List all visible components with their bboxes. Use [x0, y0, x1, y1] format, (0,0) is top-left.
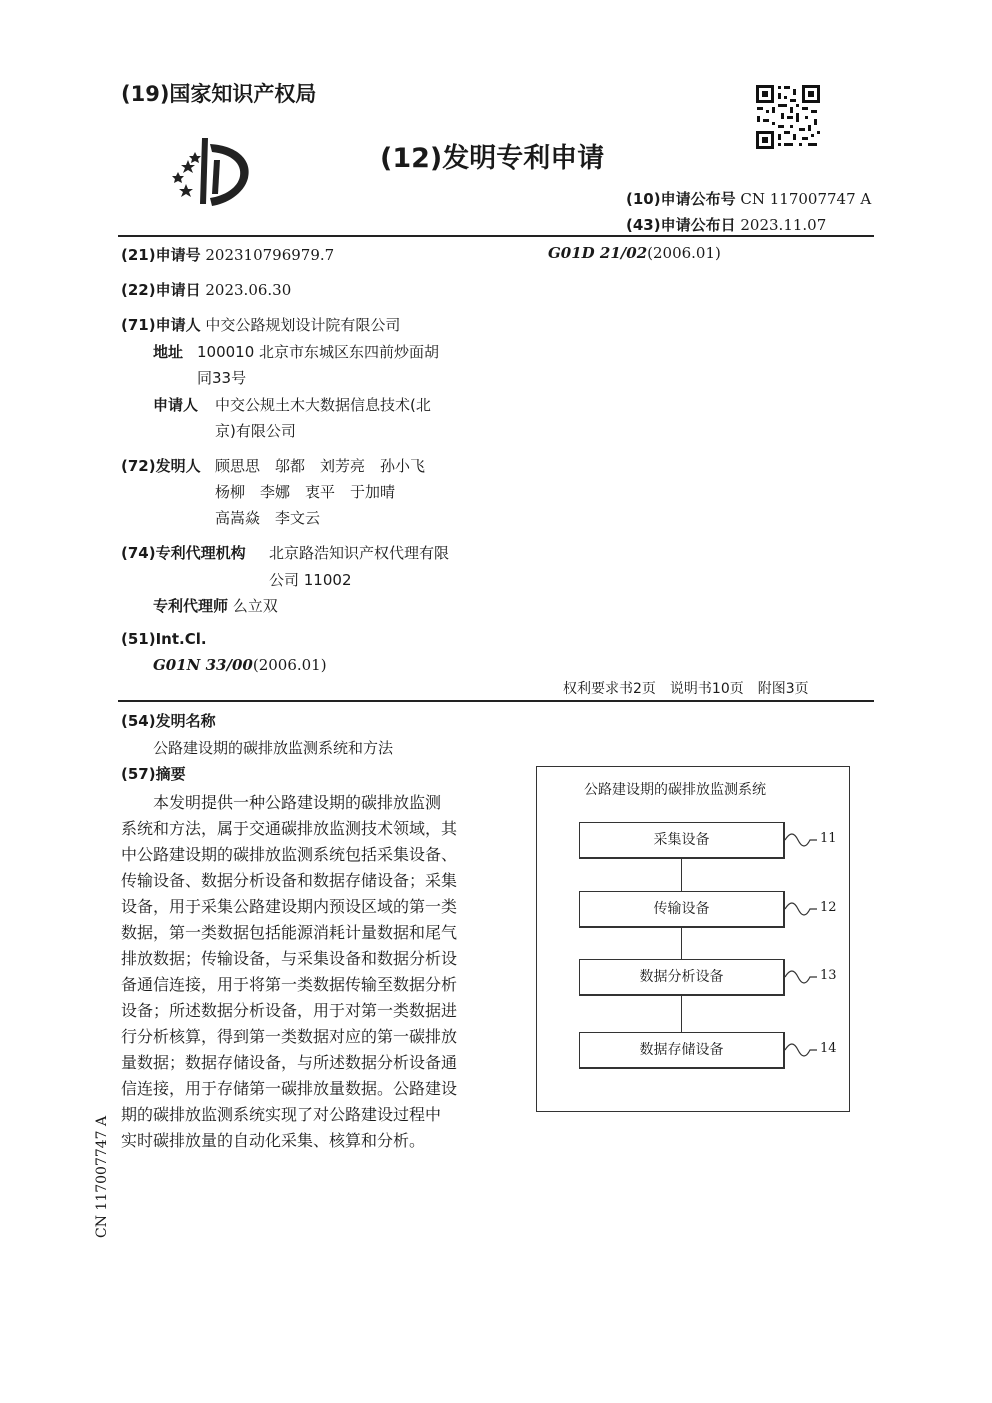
publication-number-label: (10)申请公布号: [626, 190, 736, 208]
figure-ref-number: 12: [820, 900, 837, 915]
address-line-1: 100010 北京市东城区东四前炒面胡: [197, 343, 440, 361]
agency-line-1: 北京路浩知识产权代理有限: [269, 544, 450, 562]
applicant-1-value: 中交公路规划设计院有限公司: [205, 316, 401, 334]
abstract-line: 实时碳排放量的自动化采集、核算和分析。: [121, 1131, 426, 1150]
application-date-value: 2023.06.30: [205, 281, 292, 299]
application-number-label: (21)申请号: [121, 246, 201, 264]
abstract-line: 行分析核算，得到第一类数据对应的第一碳排放: [121, 1027, 458, 1046]
figure-ref-number: 14: [820, 1041, 837, 1056]
inventors-line-2: 杨柳 李娜 衷平 于加晴: [215, 483, 396, 501]
address-label: 地址: [153, 343, 184, 361]
figure-box-analysis: [579, 959, 785, 996]
patent-agent: [153, 595, 278, 616]
figure-box-storage: [579, 1032, 785, 1069]
abstract-line: 备通信连接，用于将第一类数据传输至数据分析: [121, 975, 458, 994]
abstract-line: 量数据；数据存储设备，与所述数据分析设备通: [121, 1053, 458, 1072]
abstract-line: 排放数据；传输设备，与采集设备和数据分析设: [121, 949, 458, 968]
ipc-secondary: [548, 244, 721, 262]
publication-number-value: CN 117007747 A: [740, 190, 872, 208]
intcl-label: (51)Int.Cl.: [121, 630, 207, 648]
application-date-label: (22)申请日: [121, 281, 201, 299]
invention-title-label: (54)发明名称: [121, 712, 216, 730]
side-publication-number: CN 117007747 A: [94, 1115, 110, 1238]
agency-line-2: 公司 11002: [269, 571, 352, 589]
figure-box-label: 数据分析设备: [639, 969, 724, 985]
ipc-primary: [153, 656, 327, 674]
ipc-secondary-code: G01D 21/02: [548, 244, 648, 262]
figure-connector: [681, 858, 682, 891]
abstract-line: 数据，第一类数据包括能源消耗计量数据和尾气: [121, 923, 458, 942]
abstract-line: 传输设备、数据分析设备和数据存储设备；采集: [121, 871, 458, 890]
application-number: [121, 244, 334, 265]
figure-connector: [681, 995, 682, 1032]
publication-date: [626, 214, 826, 235]
figure-box-transmission: [579, 891, 785, 928]
qr-code: [755, 84, 821, 150]
ipc-primary-version: (2006.01): [252, 656, 327, 674]
patent-agent-value: 么立双: [232, 597, 278, 615]
figure-box-label: 数据存储设备: [639, 1042, 724, 1058]
figure-box-label: 传输设备: [653, 901, 710, 917]
publication-date-value: 2023.11.07: [740, 216, 827, 234]
applicant-2-label: 申请人: [153, 396, 199, 414]
abstract-line: 期的碳排放监测系统实现了对公路建设过程中: [121, 1105, 442, 1124]
abstract-line: 系统和方法，属于交通碳排放监测技术领域，其: [121, 819, 458, 838]
figure-ref-number: 11: [820, 831, 837, 846]
figure-leader-line: [784, 1040, 818, 1060]
invention-title: 公路建设期的碳排放监测系统和方法: [153, 739, 394, 757]
abstract-line: 设备；所述数据分析设备，用于对第一类数据进: [121, 1001, 458, 1020]
figure-ref-number: 13: [820, 968, 837, 983]
agency-label: (74)专利代理机构: [121, 544, 246, 562]
application-date: [121, 279, 291, 300]
inventors-label: (72)发明人: [121, 457, 201, 475]
figure-box-collection: [579, 822, 785, 859]
figure-connector: [681, 927, 682, 959]
ipc-secondary-version: (2006.01): [647, 244, 721, 262]
publication-number: [626, 188, 871, 209]
applicant-2-line-1: 中交公规土木大数据信息技术(北: [215, 396, 431, 414]
document-type: (12)发明专利申请: [380, 143, 605, 174]
header-divider: [118, 235, 874, 237]
applicant-1-label: (71)申请人: [121, 316, 201, 334]
patent-agent-label: 专利代理师: [153, 597, 229, 615]
applicant-2-line-2: 京)有限公司: [215, 422, 296, 440]
biblio-divider: [118, 700, 874, 702]
inventors-line-3: 高嵩焱 李文云: [215, 509, 321, 527]
address-line-2: 同33号: [197, 369, 247, 387]
figure-box-label: 采集设备: [653, 832, 710, 848]
figure-title: 公路建设期的碳排放监测系统: [584, 782, 766, 798]
publication-date-label: (43)申请公布日: [626, 216, 736, 234]
applicant-1: [121, 314, 400, 335]
figure-leader-line: [784, 830, 818, 850]
abstract-line: 设备，用于采集公路建设期内预设区域的第一类: [121, 897, 458, 916]
application-number-value: 202310796979.7: [205, 246, 335, 264]
page-counts: 权利要求书2页 说明书10页 附图3页: [563, 681, 809, 697]
cnipa-logo: [162, 132, 258, 212]
abstract-line: 信连接，用于存储第一碳排放量数据。公路建设: [121, 1079, 458, 1098]
office-name: (19)国家知识产权局: [121, 82, 317, 106]
ipc-primary-code: G01N 33/00: [153, 656, 253, 674]
figure-leader-line: [784, 899, 818, 919]
figure-leader-line: [784, 967, 818, 987]
abstract-label: (57)摘要: [121, 765, 186, 783]
inventors-line-1: 顾思思 邬都 刘芳亮 孙小飞: [215, 457, 426, 475]
abstract-line: 中公路建设期的碳排放监测系统包括采集设备、: [121, 845, 458, 864]
abstract-line: 本发明提供一种公路建设期的碳排放监测: [121, 793, 442, 812]
